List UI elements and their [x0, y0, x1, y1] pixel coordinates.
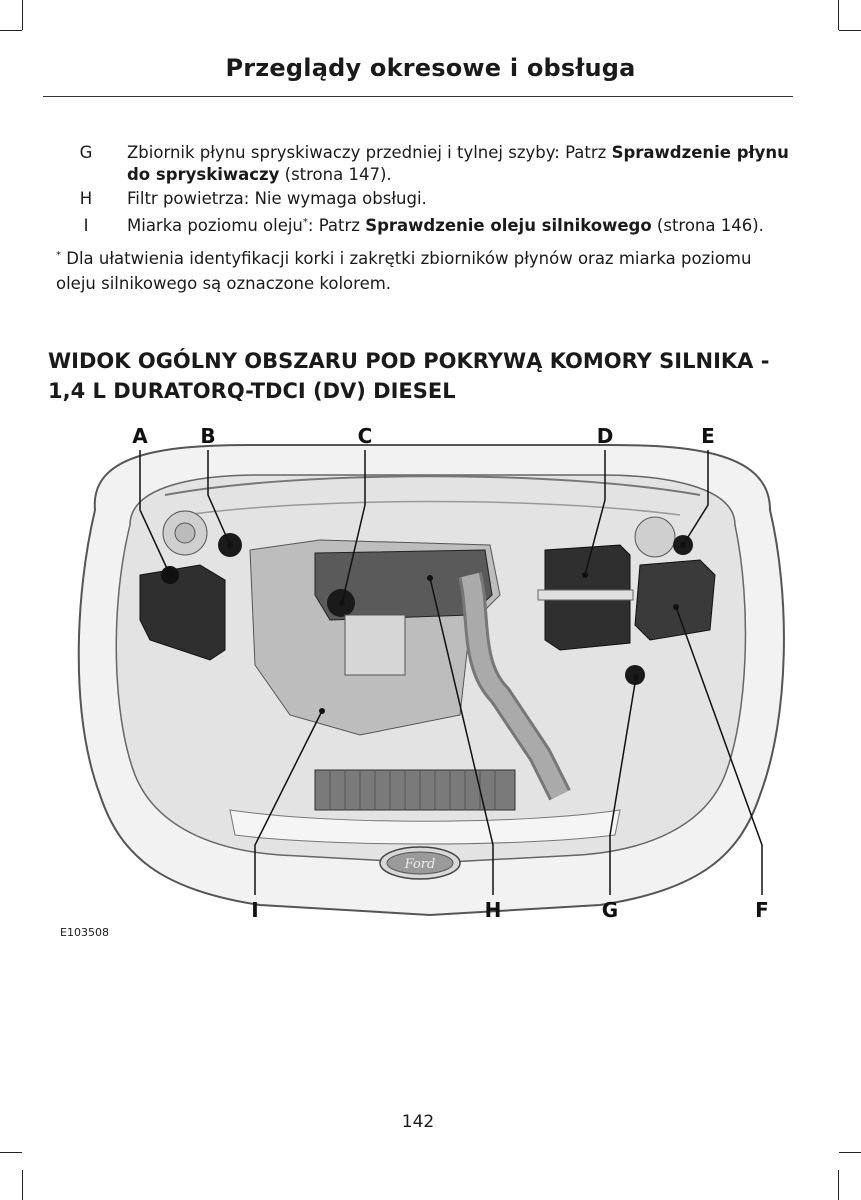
figure-id: E103508: [60, 926, 109, 939]
footnote-marker: *: [56, 250, 61, 261]
cross-reference-link[interactable]: Sprawdzenie płynu do spryskiwaczy: [127, 143, 789, 184]
page-number: 142: [401, 1112, 435, 1132]
crop-mark: [839, 30, 861, 31]
fuse-box: [635, 560, 715, 640]
text-run: (strona 146).: [651, 216, 764, 235]
strut-mount: [175, 523, 195, 543]
engine-bay-svg: [0, 415, 861, 935]
strut-mount: [635, 517, 675, 557]
heading-line: 1,4 L DURATORQ-TDCI (DV) DIESEL: [48, 379, 456, 403]
callout-dot: [167, 572, 173, 578]
list-item: [56, 188, 796, 212]
callout-label-g: G: [601, 898, 619, 922]
callout-dot: [673, 604, 679, 610]
list-item-key: H: [79, 189, 93, 208]
ford-badge-text: Ford: [404, 857, 436, 872]
callout-label-d: D: [596, 424, 614, 448]
engine-bay-illustration: [0, 415, 861, 935]
list-item: [56, 142, 796, 188]
battery-clamp: [538, 590, 633, 600]
crop-mark: [838, 1170, 839, 1200]
callout-dot: [319, 708, 325, 714]
list-item-key: I: [83, 216, 89, 235]
crop-mark: [839, 1152, 861, 1153]
callout-dot: [633, 674, 639, 680]
crop-mark: [22, 0, 23, 30]
title-divider: [43, 96, 793, 97]
callout-dot: [339, 600, 345, 606]
callout-dot: [680, 542, 686, 548]
crop-mark: [0, 1152, 22, 1153]
section-heading: [48, 346, 808, 406]
list-item-text: [127, 142, 797, 186]
intake-manifold: [345, 615, 405, 675]
cross-reference-link[interactable]: Sprawdzenie oleju silnikowego: [365, 216, 652, 235]
crop-mark: [838, 0, 839, 30]
crop-mark: [0, 30, 22, 31]
callout-dot: [427, 575, 433, 581]
list-item: [56, 215, 796, 239]
page-title: Przeglądy okresowe i obsługa: [225, 54, 636, 82]
callout-dot: [582, 572, 588, 578]
text-run: (strona 147).: [279, 165, 392, 184]
callout-label-f: F: [755, 898, 769, 922]
callout-dot: [227, 542, 233, 548]
footnote-text: Dla ułatwienia identyfikacji korki i zakrętki zbiorników płynów oraz miarka poziomu oleju silnikowego są oznaczone kolorem.: [56, 249, 752, 293]
crop-mark: [22, 1170, 23, 1200]
callout-label-e: E: [701, 424, 715, 448]
heading-line: WIDOK OGÓLNY OBSZARU POD POKRYWĄ KOMORY SILNIKA -: [48, 349, 770, 373]
text-run: Zbiornik płynu spryskiwaczy przedniej i tylnej szyby: Patrz: [127, 143, 612, 162]
text-run: Miarka poziomu oleju: [127, 216, 303, 235]
list-item-text: [127, 215, 797, 237]
text-run: : Patrz: [307, 216, 366, 235]
callout-label-b: B: [200, 424, 216, 448]
callout-label-i: I: [251, 898, 259, 922]
callout-label-a: A: [132, 424, 148, 448]
callout-label-c: C: [357, 424, 373, 448]
list-item-key: G: [79, 143, 93, 162]
footnote: [56, 246, 776, 296]
callout-label-h: H: [484, 898, 502, 922]
footnote-marker: *: [302, 217, 308, 228]
list-item-text: Filtr powietrza: Nie wymaga obsługi.: [127, 189, 427, 208]
